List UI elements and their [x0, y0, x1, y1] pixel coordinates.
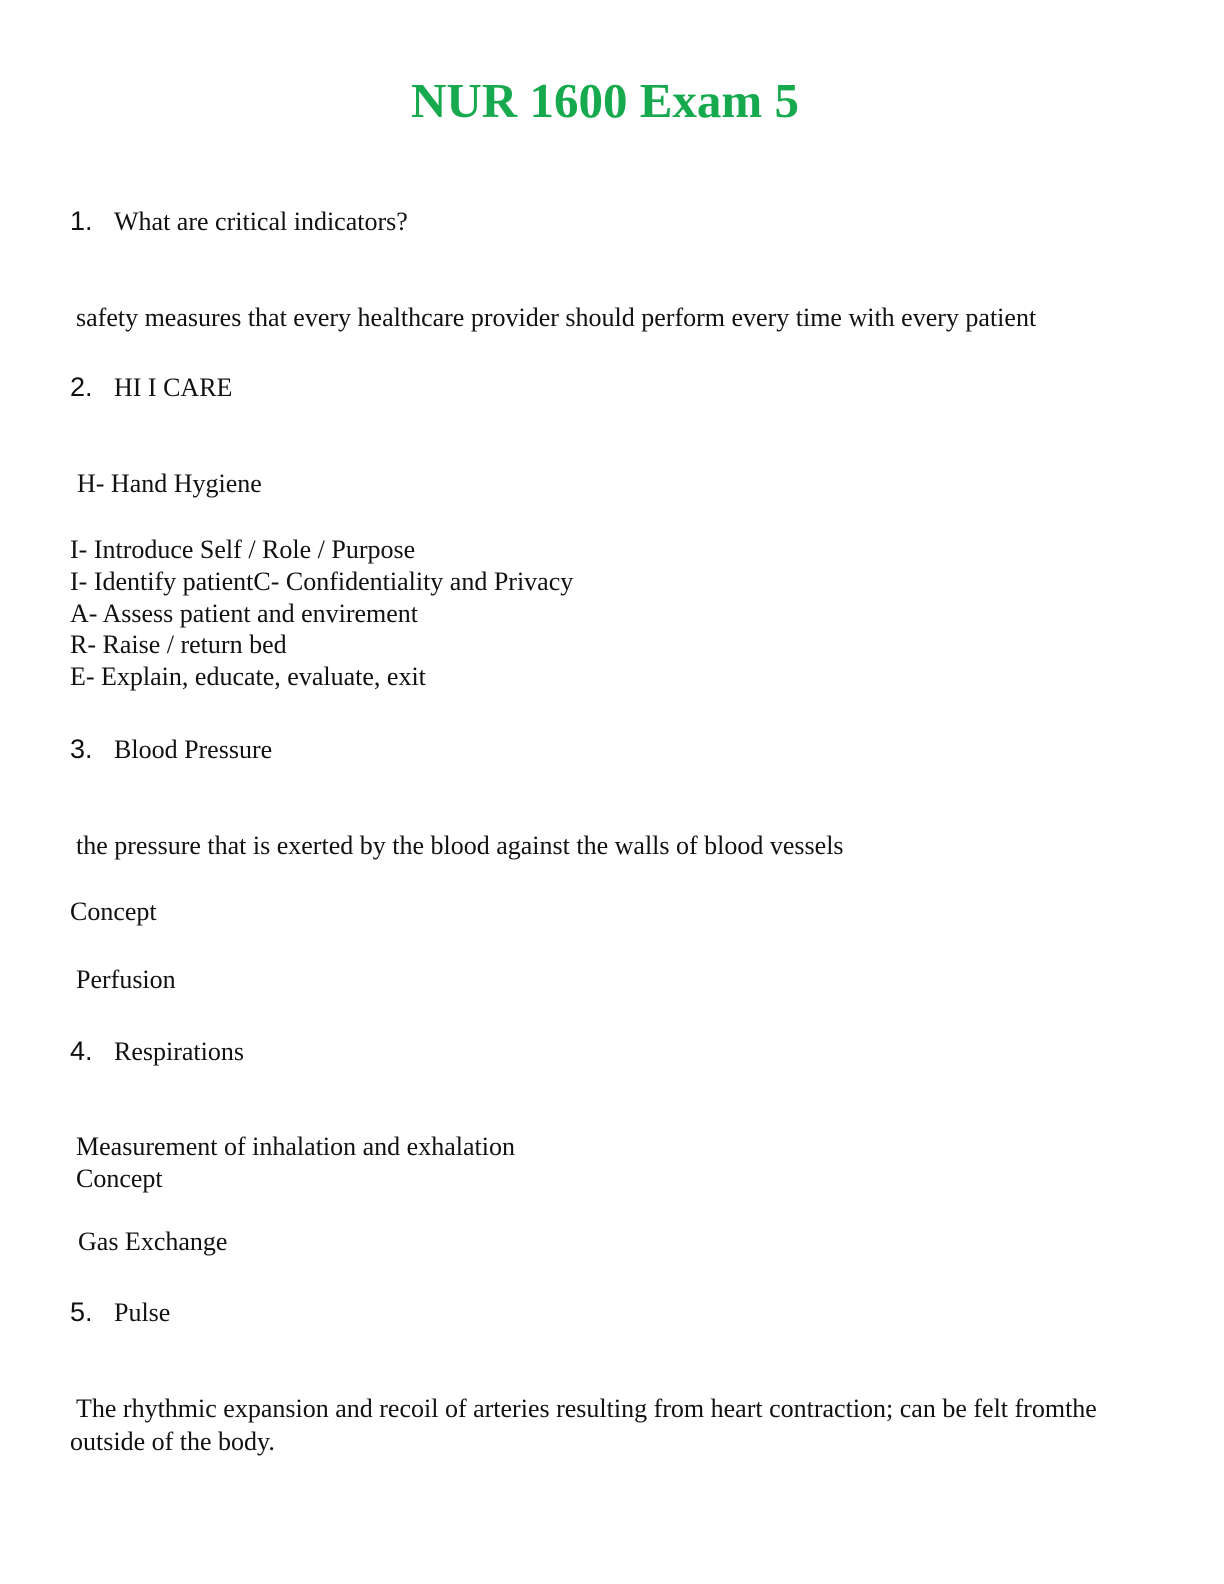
document-title: NUR 1600 Exam 5 [411, 73, 799, 128]
question-1 [70, 205, 408, 237]
answer-line: E- Explain, educate, evaluate, exit [70, 662, 426, 691]
answer-line: the pressure that is exerted by the blood against the walls of blood vessels [76, 831, 844, 860]
answer-line: Measurement of inhalation and exhalation [76, 1132, 515, 1161]
question-number: 5. [70, 1297, 93, 1327]
question-text: What are critical indicators? [114, 207, 408, 236]
answer-line: R- Raise / return bed [70, 630, 287, 659]
answer-line: Concept [70, 897, 157, 926]
question-number: 1. [70, 206, 93, 236]
answer-line: H- Hand Hygiene [77, 469, 262, 498]
answer-line: I- Introduce Self / Role / Purpose [70, 535, 416, 564]
question-number: 4. [70, 1036, 93, 1066]
question-number: 3. [70, 734, 93, 764]
question-3 [70, 733, 272, 765]
question-text: Pulse [114, 1298, 171, 1327]
answer-line: Perfusion [76, 965, 176, 994]
question-text: Blood Pressure [114, 735, 273, 764]
answer-paragraph: The rhythmic expansion and recoil of arteries resulting from heart contraction; can be felt fromthe outside of the body. [70, 1394, 1097, 1456]
question-number: 2. [70, 372, 93, 402]
question-4 [70, 1035, 244, 1067]
answer-line: Gas Exchange [78, 1227, 228, 1256]
question-5 [70, 1296, 170, 1328]
answer-line: safety measures that every healthcare provider should perform every time with every patient [76, 303, 1037, 332]
answer-line: A- Assess patient and envirement [70, 599, 419, 628]
question-text: HI I CARE [114, 373, 233, 402]
answer-line: I- Identify patientC- Confidentiality and Privacy [70, 567, 574, 596]
answer-line: Concept [76, 1164, 163, 1193]
question-2 [70, 371, 232, 403]
question-text: Respirations [114, 1037, 244, 1066]
